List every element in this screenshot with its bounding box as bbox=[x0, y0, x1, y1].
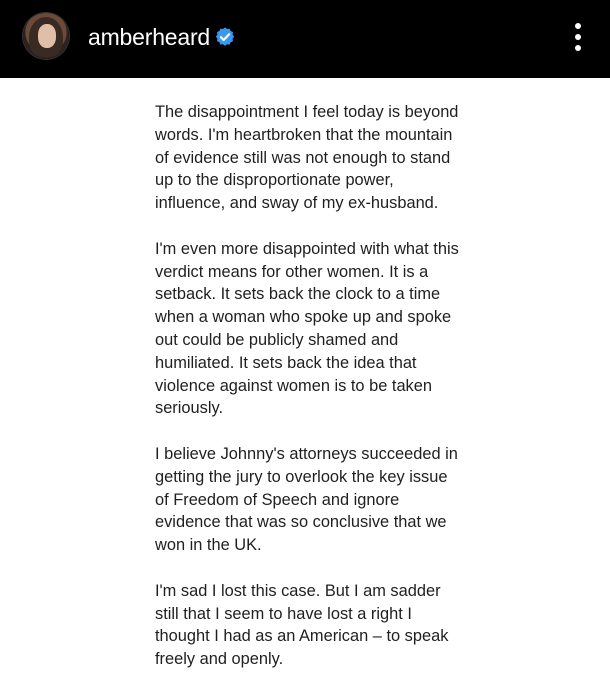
post-paragraph: I believe Johnny's attorneys succeeded in getting the jury to overlook the key issue of Freedom of Speech and ignore evidence that was so conclusive that we won in the UK. bbox=[155, 444, 458, 555]
avatar[interactable] bbox=[23, 13, 69, 59]
verified-badge-icon bbox=[214, 26, 236, 48]
post-header bbox=[0, 0, 610, 78]
post-paragraph: I'm even more disappointed with what this verdict means for other women. It is a setback. It sets back the clock to a time when a woman who spoke up and spoke out could be publicly shamed and humiliated. It sets back the idea that violence against women is to be taken seriously. bbox=[155, 239, 459, 418]
post-paragraph: I'm sad I lost this case. But I am sadder still that I seem to have lost a right I thought I had as an American – to speak freely and openly. bbox=[155, 581, 449, 669]
more-options-icon[interactable] bbox=[564, 20, 592, 54]
avatar-face bbox=[38, 24, 56, 48]
username[interactable]: amberheard bbox=[88, 24, 211, 50]
post-paragraph: The disappointment I feel today is beyond words. I'm heartbroken that the mountain of evidence still was not enough to stand up to the disproportionate power, influence, and sway of my ex-husband. bbox=[155, 103, 459, 213]
post-text bbox=[155, 101, 475, 671]
